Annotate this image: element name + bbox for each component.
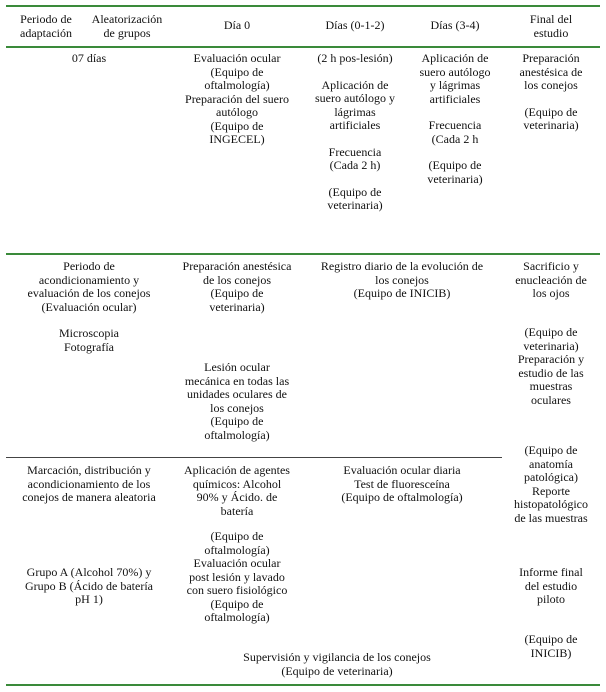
cell-line: veterinaria) [523, 118, 579, 132]
header-line: Aleatorización [91, 12, 163, 26]
cell-line: Lesión ocular [204, 360, 270, 374]
cell-line: pH 1) [75, 592, 103, 606]
row2-adaptacion [6, 260, 172, 354]
cell-line: artificiales [429, 91, 481, 106]
cell-line: de los conejos [203, 272, 271, 287]
row2-rule [6, 457, 502, 458]
header-line: Días (0-1-2) [325, 18, 385, 32]
row2-final-c [502, 444, 600, 525]
cell-line: Microscopia [59, 326, 119, 340]
cell-line: Evaluación ocular [193, 556, 281, 570]
cell-line: anatomía [529, 456, 573, 471]
cell-line: los ojos [532, 286, 570, 300]
cell-line: 90% y Ácido. de [196, 490, 278, 504]
row2-final-d [502, 566, 600, 607]
cell-line: los conejos [375, 272, 429, 287]
cell-line: histopatológico [514, 497, 588, 511]
header-line: adaptación [20, 25, 72, 40]
cell-line: (Cada 2 h [431, 131, 479, 146]
cell-line: Registro diario de la evolución de [320, 259, 484, 273]
bottom-rule [6, 684, 600, 686]
cell-line: acondicionamiento de los [27, 476, 151, 491]
cell-line: Evaluación ocular diaria [343, 463, 461, 477]
cell-line: (Equipo de [210, 286, 264, 300]
cell-line: lágrimas [334, 104, 376, 119]
row2-final-e [502, 633, 600, 660]
cell-line: Preparación y [517, 352, 585, 366]
cell-line: suero autólogo y [315, 91, 395, 105]
row2-registro [300, 260, 504, 301]
header-line: estudio [533, 25, 569, 40]
cell-line: Frecuencia [428, 118, 482, 132]
cell-line: Aplicación de [321, 77, 389, 92]
cell-line: artificiales [329, 118, 381, 132]
top-rule [6, 5, 600, 7]
cell-line: conejos de manera aleatoria [22, 490, 156, 504]
cell-line: Grupo B (Ácido de batería [25, 578, 153, 593]
cell-line: veterinaria) [427, 171, 483, 186]
row1-dias012 [302, 52, 408, 213]
cell-line: (Equipo de [524, 325, 578, 339]
cell-line: estudio de las [518, 365, 584, 380]
cell-line: Fotografía [64, 339, 114, 354]
cell-line: enucleación de [515, 272, 587, 287]
cell-line: (Equipo de INICIB) [353, 286, 451, 300]
cell-line: Preparación del suero [185, 91, 289, 106]
header-dias012 [302, 19, 408, 33]
cell-line: patológica) [524, 470, 578, 484]
cell-line: y lágrimas [429, 78, 481, 92]
cell-line: (Equipo de [210, 414, 264, 428]
cell-line: acondicionamiento y [38, 272, 140, 287]
cell-line: (2 h pos-lesión) [317, 51, 393, 65]
cell-line: químicos: Alcohol [192, 476, 282, 491]
cell-line: Periodo de [63, 259, 115, 273]
header-line: Día 0 [223, 18, 251, 32]
row3-grupos [6, 566, 172, 607]
cell-line: veterinaria) [327, 198, 383, 212]
cell-line: Reporte [532, 483, 570, 498]
row2-final-b [502, 326, 600, 407]
cell-line: Frecuencia [328, 144, 382, 159]
header-line: Final del [529, 12, 573, 26]
cell-line: (Equipo de veterinaria) [281, 663, 393, 678]
header-aleatorizacion [82, 13, 172, 40]
cell-line: Sacrificio y [523, 259, 579, 273]
cell-line: oculares [531, 392, 571, 407]
cell-line: (Equipo de [428, 158, 482, 172]
cell-line: del estudio [524, 578, 578, 593]
cell-line: piloto [536, 592, 565, 606]
cell-line: (Equipo de [524, 443, 578, 457]
cell-line: unidades oculares de [187, 387, 287, 401]
cell-line: (Equipo de [210, 529, 264, 543]
cell-line: con suero fisiológico [186, 583, 288, 597]
cell-line: Supervisión y vigilancia de los conejos [243, 650, 431, 664]
row3-dia0-agentes [172, 464, 302, 518]
row1-rule [6, 253, 600, 255]
row1-dia0 [172, 52, 302, 147]
header-rule [6, 46, 600, 48]
row2-dia0-anestesia [172, 260, 302, 314]
cell-line: los conejos [210, 400, 264, 415]
cell-line: anestésica de [519, 64, 583, 79]
cell-line: de las muestras [514, 510, 588, 525]
row1-adaptacion [6, 52, 172, 66]
cell-line: Evaluación ocular [193, 51, 281, 65]
cell-line: suero autólogo [419, 64, 491, 79]
row1-dias34 [408, 52, 502, 186]
cell-line: post lesión y lavado [189, 569, 285, 584]
cell-line: INICIB) [530, 645, 572, 660]
cell-line: Grupo A (Alcohol 70%) y [26, 565, 152, 579]
row3-evaluacion-diaria [302, 464, 502, 505]
row2-dia0-lesion [172, 361, 302, 442]
header-line: de grupos [103, 25, 151, 40]
cell-line: Preparación anestésica [182, 259, 292, 273]
header-line: Periodo de [20, 12, 72, 26]
cell-line: 07 días [71, 51, 107, 65]
cell-line: (Cada 2 h) [329, 158, 381, 172]
cell-line: (Equipo de [210, 118, 264, 133]
row1-final [502, 52, 600, 133]
cell-line: (Equipo de [210, 64, 264, 79]
row3-supervision [172, 651, 502, 678]
cell-line: (Equipo de [328, 184, 382, 199]
cell-line: oftalmología) [204, 610, 270, 624]
cell-line: Preparación [522, 51, 580, 65]
cell-line: veterinaria) [523, 338, 579, 353]
row2-final-a [502, 260, 600, 301]
cell-line: (Equipo de [524, 104, 578, 119]
cell-line: Aplicación de agentes [184, 463, 290, 477]
cell-line: (Equipo de oftalmología) [341, 490, 463, 504]
cell-line: Aplicación de [421, 51, 489, 65]
header-dias34 [408, 19, 502, 33]
cell-line: oftalmología) [204, 427, 270, 442]
header-adaptacion [6, 13, 86, 40]
cell-line: Marcación, distribución y [27, 463, 151, 477]
row3-adaptacion [6, 464, 172, 505]
cell-line: INGECEL) [209, 132, 265, 146]
cell-line: batería [220, 503, 254, 518]
cell-line: oftalmología) [204, 542, 270, 557]
cell-line: autólogo [216, 105, 258, 119]
cell-line: Test de fluoresceína [354, 476, 450, 491]
header-line: Días (3-4) [430, 18, 480, 32]
cell-line: Informe final [519, 565, 583, 579]
header-final [502, 13, 600, 40]
cell-line: (Equipo de [210, 596, 264, 611]
header-dia0 [172, 19, 302, 33]
cell-line: (Equipo de [524, 632, 578, 646]
row3-dia0-evaluacion [172, 530, 302, 625]
cell-line: los conejos [524, 78, 578, 92]
cell-line: muestras [529, 379, 573, 393]
cell-line: (Evaluación ocular) [41, 299, 137, 314]
cell-line: veterinaria) [209, 299, 265, 314]
cell-line: oftalmología) [204, 78, 270, 92]
cell-line: evaluación de los conejos [27, 286, 151, 300]
cell-line: mecánica en todas las [184, 373, 290, 388]
